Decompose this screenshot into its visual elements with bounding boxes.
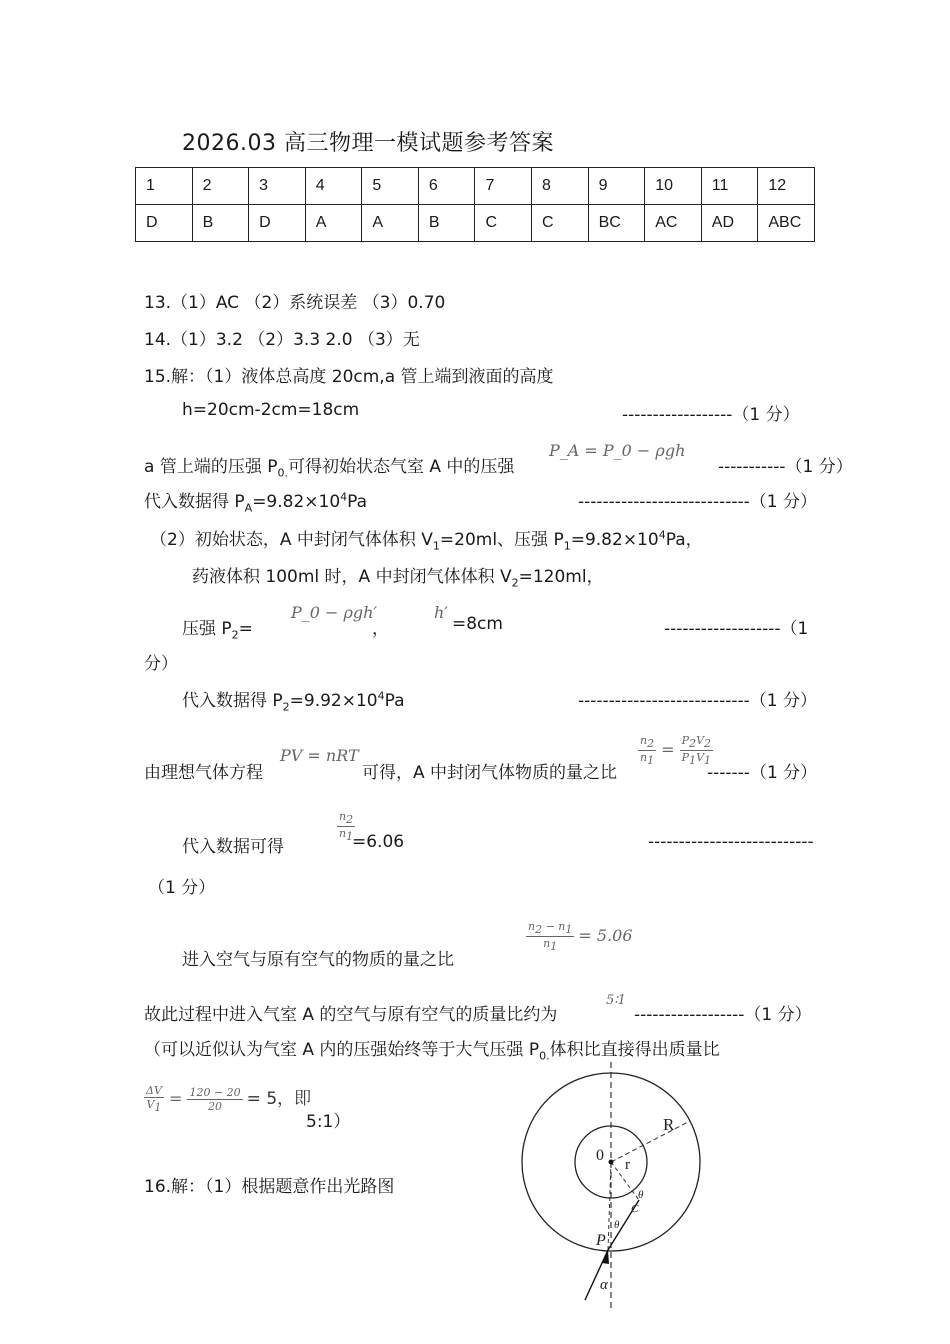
score-mark: -------（1 分） [707,763,818,783]
q15-line9-a: 由理想气体方程 [144,763,263,783]
formula-volume-ratio [144,1084,311,1115]
table-cell: 7 [475,168,532,205]
fraction: $\frac{n_2}{n_1}$ [640,734,655,768]
score-mark: -----------（1 分） [718,457,853,477]
text: =9.92×10 [289,691,378,711]
label-P: P [596,1232,606,1249]
table-row [136,168,815,205]
center-point [609,1160,614,1165]
label-r: r [625,1157,630,1173]
comma: ， [372,619,389,639]
fraction: $\frac{120 - 20}{20}$ [189,1086,241,1113]
q14-answer: 14.（1）3.2 （2）3.3 2.0 （3）无 [144,330,420,350]
table-cell: 12 [758,168,815,205]
table-cell: D [249,205,306,242]
q15-line4 [144,487,367,514]
q15-line5 [150,525,703,552]
text: 压强 P [182,619,232,639]
table-cell: 8 [532,168,589,205]
label-theta: θ [614,1219,620,1231]
subscript: 1 [432,539,440,553]
table-cell: 6 [418,168,475,205]
text: 可得初始状态气室 A 中的压强 [287,457,515,477]
subscript: 2 [282,700,290,714]
table-cell: 2 [192,168,249,205]
q15-line7-value: =8cm [452,614,503,634]
subscript: 0. [539,1049,550,1063]
table-cell: C [475,205,532,242]
formula-h: h′ [434,603,448,622]
q15-line12: 故此过程中进入气室 A 的空气与原有空气的质量比约为 [144,1005,558,1025]
table-cell: 11 [701,168,758,205]
q16-line1: 16.解：（1）根据题意作出光路图 [144,1177,395,1197]
formula-ratio: 5∶1 [606,993,626,1008]
ray-arrow-icon [602,1250,609,1264]
q15-line2: h=20cm-2cm=18cm [182,400,360,420]
formula-p2: P_0 − ρgh′ [291,603,378,622]
text: Pa [384,691,405,711]
q13-answer: 13.（1）AC （2）系统误差 （3）0.70 [144,293,446,313]
formula-result: = 5.06 [578,926,633,946]
formula-delta-n [526,920,633,953]
text: = [238,619,253,639]
answer-table [135,167,815,242]
text: （2）初始状态，A 中封闭气体体积 V [150,530,433,550]
q15-line6 [192,562,604,589]
score-mark: --------------------------- [648,832,814,852]
table-cell: B [418,205,475,242]
table-cell: 1 [136,168,193,205]
table-row [136,205,815,242]
q15-line7 [182,614,253,641]
score-mark-wrap: （1 分） [148,878,216,898]
q15-line11: 进入空气与原有空气的物质的量之比 [182,950,454,970]
text: 体积比直接得出质量比 [549,1040,720,1060]
score-mark: ------------------（1 分） [634,1005,812,1025]
subscript: 2 [231,628,239,642]
formula-result: = 5，即 [246,1089,312,1109]
q15-line15: 5:1） [306,1112,351,1132]
table-cell: D [136,205,193,242]
text: 代入数据得 P [144,492,245,512]
text: 代入数据得 P [182,691,283,711]
table-cell: 4 [305,168,362,205]
fraction: $\frac{\Delta V}{V_1}$ [146,1084,162,1115]
q15-line3 [144,452,514,479]
fraction: $\frac{n_2 - n_1}{n_1}$ [528,920,573,954]
q15-line1: 15.解：（1）液体总高度 20cm,a 管上端到液面的高度 [144,367,554,387]
table-cell: 5 [362,168,419,205]
label-alpha: α [600,1277,608,1293]
text: Pa [347,492,368,512]
subscript: 1 [563,539,571,553]
score-mark-wrap: 分） [144,654,178,674]
table-cell: ABC [758,205,815,242]
label-O: 0 [596,1147,604,1164]
q15-line8 [182,686,405,713]
text: =9.82×10 [570,530,659,550]
score-mark: -------------------（1 [664,619,809,639]
superscript: 4 [658,528,666,542]
table-cell: A [362,205,419,242]
text: （可以近似认为气室 A 内的压强始终等于大气压强 P [144,1040,540,1060]
subscript: 0. [277,466,288,480]
subscript: 2 [511,576,519,590]
subscript: A [244,501,253,515]
q15-line13 [144,1035,720,1062]
superscript: 4 [340,490,348,504]
table-cell: 10 [645,168,702,205]
radius-r-line [611,1121,690,1162]
table-cell: BC [588,205,645,242]
table-cell: AD [701,205,758,242]
text: 药液体积 100ml 时，A 中封闭气体体积 V [192,567,512,587]
label-R: R [663,1115,675,1134]
table-cell: B [192,205,249,242]
text: =20ml、压强 P [439,530,564,550]
score-mark: ------------------（1 分） [622,405,800,425]
score-mark: ----------------------------（1 分） [578,691,817,711]
light-path-diagram [500,1060,760,1310]
text: =9.82×10 [252,492,341,512]
formula-pv: PV = nRT [280,746,359,765]
label-C: C [631,1203,639,1215]
score-mark: ----------------------------（1 分） [578,492,817,512]
text: Pa， [665,530,703,550]
table-cell: 9 [588,168,645,205]
text: =120ml， [518,567,604,587]
equals-sign: = [163,1089,188,1108]
table-cell: C [532,205,589,242]
formula-n-ratio [638,734,713,767]
page-title: 2026.03 高三物理一模试题参考答案 [182,131,554,156]
label-theta-small: θ [638,1189,644,1201]
fraction: $\frac{P_2V_2}{P_1V_1}$ [681,734,712,768]
table-cell: 3 [249,168,306,205]
q15-line10-value: =6.06 [352,832,405,852]
superscript: 4 [377,689,385,703]
equals-sign: = [656,740,680,760]
text: a 管上端的压强 P [144,457,278,477]
fraction: $\frac{n_2}{n_1}$ [339,810,354,844]
table-cell: A [305,205,362,242]
q15-line10-a: 代入数据可得 [182,837,284,857]
q15-line9-b: 可得，A 中封闭气体物质的量之比 [362,763,618,783]
formula-pa: P_A = P_0 − ρgh [549,441,686,460]
table-cell: AC [645,205,702,242]
